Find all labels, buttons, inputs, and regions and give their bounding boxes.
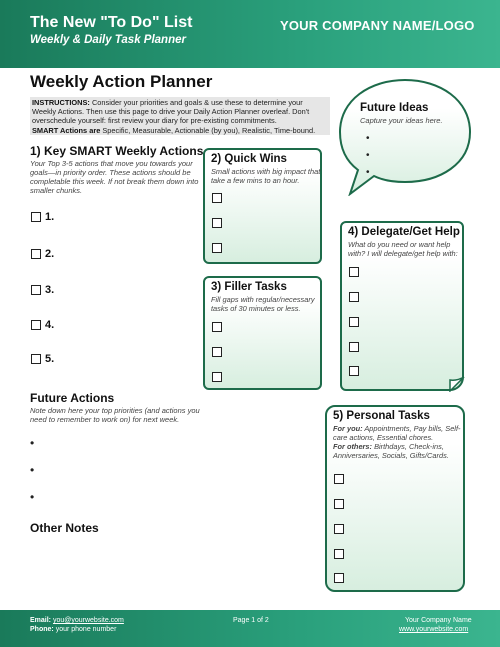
checkbox[interactable] — [31, 212, 41, 222]
delegate-title: 4) Delegate/Get Help — [348, 226, 460, 238]
for-you-label: For you: — [333, 424, 363, 433]
key-smart-title: 1) Key SMART Weekly Actions — [30, 144, 204, 158]
checkbox[interactable] — [212, 193, 222, 203]
checkbox[interactable] — [212, 322, 222, 332]
checkbox[interactable] — [334, 549, 344, 559]
smart-action-number: 5. — [45, 353, 55, 365]
for-others-label: For others: — [333, 442, 373, 451]
other-notes-title: Other Notes — [30, 521, 99, 535]
filler-tasks-box — [203, 276, 322, 390]
bullet: • — [30, 490, 35, 504]
checkbox[interactable] — [31, 285, 41, 295]
checkbox[interactable] — [31, 320, 41, 330]
footer-email — [30, 617, 124, 624]
checkbox[interactable] — [334, 474, 344, 484]
future-actions-description: Note down here your top priorities (and actions you need to remember to work on) for next week. — [30, 406, 200, 424]
checkbox[interactable] — [349, 366, 359, 376]
phone-label: Phone: — [30, 626, 54, 633]
checkbox[interactable] — [334, 524, 344, 534]
checkbox[interactable] — [31, 249, 41, 259]
header-title: The New "To Do" List — [30, 14, 193, 31]
page-title: Weekly Action Planner — [30, 72, 213, 91]
website-link[interactable]: www.yourwebsite.com — [399, 626, 469, 633]
smart-text: Specific, Measurable, Actionable (by you), Realistic, Time-bound. — [100, 125, 316, 135]
checkbox[interactable] — [212, 243, 222, 253]
instructions-text: Consider your priorities and goals & use these to determine your Weekly Actions. Then use this page to drive your Daily Action Planner overleaf. Don't overschedule yourself: first review your diary for pre-existing commitments. — [32, 98, 310, 126]
delegate-description: What do you need or want help with? I will delegate/get help with: — [348, 240, 458, 258]
checkbox[interactable] — [212, 372, 222, 382]
filler-tasks-description: Fill gaps with regular/necessary tasks of 30 minutes or less. — [211, 295, 315, 313]
future-ideas-description: Capture your ideas here. — [360, 116, 443, 125]
page-number: Page 1 of 2 — [233, 617, 269, 624]
instructions-box — [30, 97, 330, 135]
smart-action-number: 4. — [45, 319, 55, 331]
delegate-box — [340, 221, 464, 391]
checkbox[interactable] — [349, 267, 359, 277]
future-ideas-title: Future Ideas — [360, 102, 429, 114]
checkbox[interactable] — [349, 317, 359, 327]
checkbox[interactable] — [349, 342, 359, 352]
smart-action-row — [31, 284, 54, 296]
email-link[interactable]: you@yourwebsite.com — [52, 617, 124, 624]
header-subtitle: Weekly & Daily Task Planner — [30, 34, 186, 46]
for-you-text: Appointments, Pay bills, Self-care actions, Essential chores. — [333, 424, 461, 442]
checkbox[interactable] — [212, 347, 222, 357]
smart-action-number: 3. — [45, 284, 55, 296]
header-banner — [0, 0, 500, 68]
filler-tasks-title: 3) Filler Tasks — [211, 281, 287, 293]
smart-action-row — [31, 319, 54, 331]
smart-label: SMART Actions are — [32, 125, 101, 135]
instructions-label: INSTRUCTIONS: — [32, 98, 90, 107]
personal-tasks-title: 5) Personal Tasks — [333, 410, 430, 422]
footer-company: Your Company Name — [405, 617, 472, 624]
bullet: • — [366, 133, 370, 144]
personal-tasks-description — [333, 424, 463, 460]
quick-wins-title: 2) Quick Wins — [211, 153, 287, 165]
company-logo-placeholder: YOUR COMPANY NAME/LOGO — [280, 18, 475, 33]
bullet: • — [366, 167, 370, 178]
future-actions-title: Future Actions — [30, 391, 115, 405]
smart-action-row — [31, 211, 54, 223]
quick-wins-description: Small actions with big impact that take a few mins to an hour. — [211, 167, 321, 185]
checkbox[interactable] — [212, 218, 222, 228]
page-curl-icon — [449, 376, 465, 392]
key-smart-description: Your Top 3-5 actions that move you towards your goals—in priority order. These actions should be completable this week. If not break them down into smaller chunks. — [30, 159, 199, 195]
bullet: • — [30, 463, 35, 477]
bullet: • — [30, 436, 35, 450]
phone-value: your phone number — [55, 626, 117, 633]
checkbox[interactable] — [349, 292, 359, 302]
checkbox[interactable] — [334, 573, 344, 583]
bullet: • — [366, 150, 370, 161]
checkbox[interactable] — [334, 499, 344, 509]
personal-tasks-box — [325, 405, 465, 592]
checkbox[interactable] — [31, 354, 41, 364]
for-others-text: Birthdays, Check-ins, Anniversaries, Socials, Gifts/Cards. — [333, 442, 449, 460]
speech-bubble-shape — [336, 78, 474, 196]
smart-action-number: 2. — [45, 248, 55, 260]
smart-action-number: 1. — [45, 211, 55, 223]
smart-action-row — [31, 353, 54, 365]
smart-action-row — [31, 248, 54, 260]
quick-wins-box — [203, 148, 322, 264]
footer-banner — [0, 610, 500, 647]
footer-phone — [30, 626, 116, 633]
email-label: Email: — [30, 617, 52, 624]
